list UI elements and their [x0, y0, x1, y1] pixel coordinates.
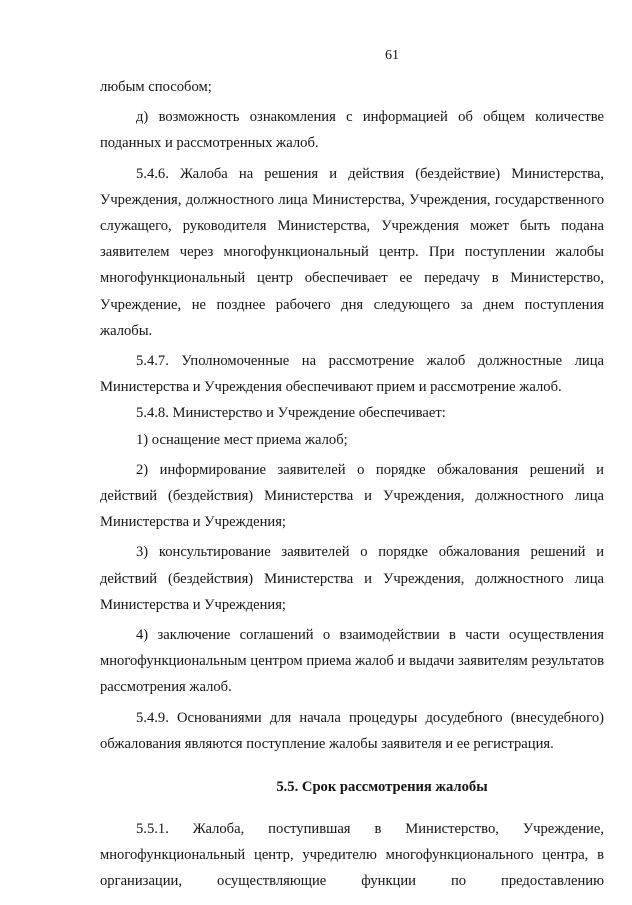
section-heading: 5.5. Срок рассмотрения жалобы — [276, 779, 488, 796]
paragraph-5-4-8: 5.4.8. Министерство и Учреждение обеспечивает: — [136, 405, 446, 422]
paragraph-5-4-7: 5.4.7. Уполномоченные на рассмотрение жалоб должностные лица Министерства и Учреждения обеспечивают прием и рассмотрение жалоб. — [100, 353, 604, 396]
list-item-2: 2) информирование заявителей о порядке обжалования решений и действий (бездействия) Министерства и Учреждения, должностного лица Министерства и Учреждения; — [100, 461, 604, 531]
list-item-4: 4) заключение соглашений о взаимодействии в части осуществления многофункциональным центром приема жалоб и выдачи заявителям результатов рассмотрения жалоб. — [100, 627, 604, 696]
list-item-1: 1) оснащение мест приема жалоб; — [136, 431, 348, 448]
paragraph-item-d: д) возможность ознакомления с информацией об общем количестве поданных и рассмотренных жалоб. — [100, 109, 604, 152]
page-number: 61 — [385, 48, 399, 63]
paragraph-5-5-1: 5.5.1. Жалоба, поступившая в Министерство, Учреждение, многофункциональный центр, учредителю многофункционального центра, в организации, осуществляющие функции по предоставлению — [100, 821, 604, 890]
paragraph-5-4-6: 5.4.6. Жалоба на решения и действия (бездействие) Министерства, Учреждения, должностного лица Министерства, Учреждения, государственного служащего, руководителя Министерства, Учреждения может быть подана заявителем через многофункциональный центр. При поступлении жалобы многофункциональный центр обеспечивает ее передачу в Министерство, Учреждение, не позднее рабочего дня следующего за днем поступления жалобы. — [100, 165, 604, 339]
paragraph-continuation: любым способом; — [100, 79, 212, 95]
list-item-3: 3) консультирование заявителей о порядке обжалования решений и действий (бездействия) Министерства и Учреждения, должностного лица Министерства и Учреждения; — [100, 544, 604, 613]
paragraph-5-4-9: 5.4.9. Основаниями для начала процедуры досудебного (внесудебного) обжалования являются поступление жалобы заявителя и ее регистрация. — [100, 709, 604, 752]
